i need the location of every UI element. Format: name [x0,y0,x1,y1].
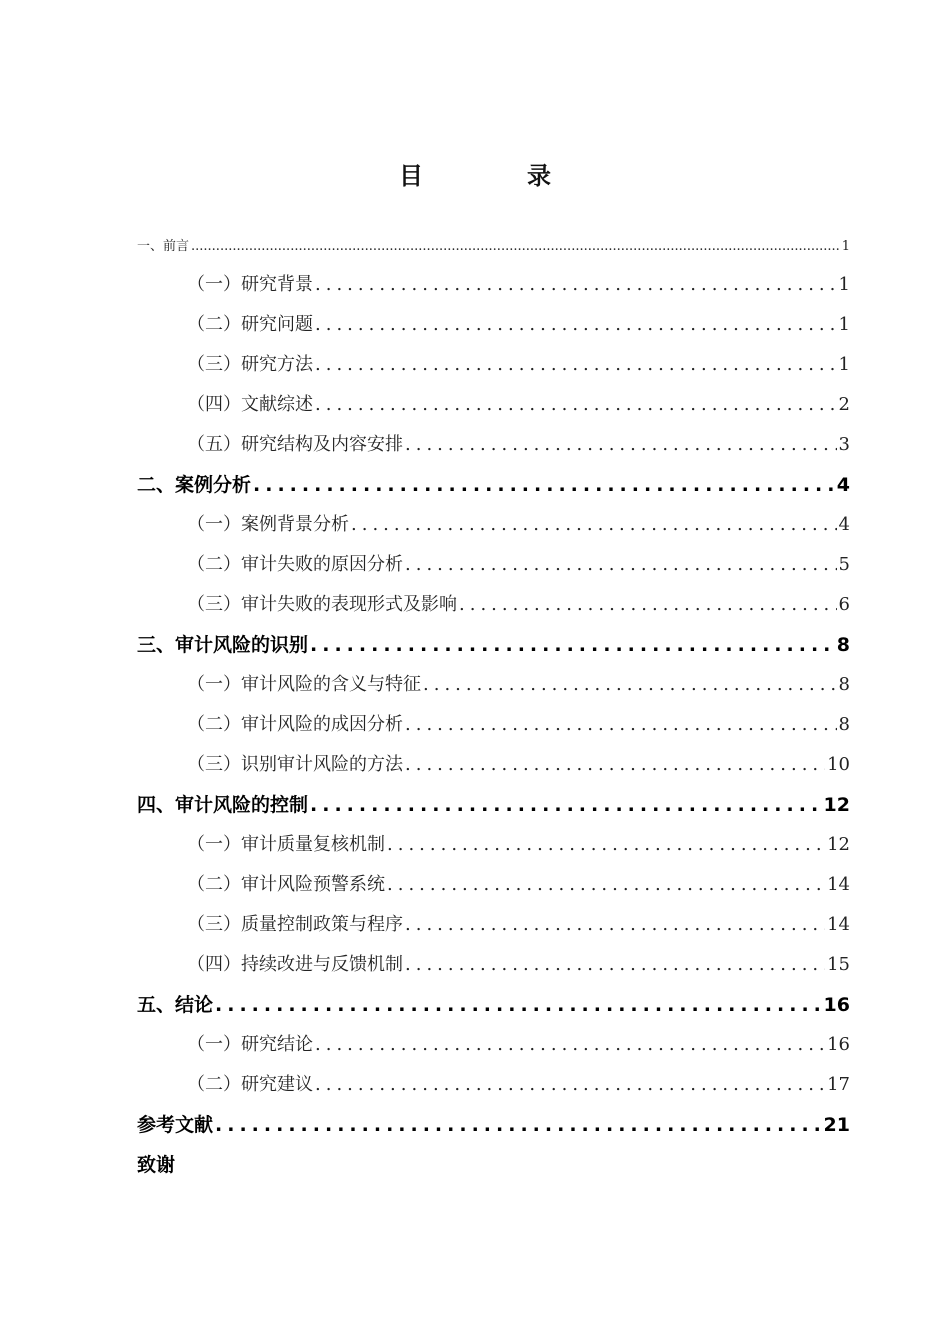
toc-dot-leader [423,665,837,705]
toc-entry-label: 五、结论 [137,994,214,1016]
toc-dot-leader [405,545,837,585]
toc-entry-label: 致谢 [137,1154,176,1176]
toc-dot-leader [405,705,837,745]
toc-page-number: 8 [836,634,850,656]
toc-page-number: 21 [823,1114,850,1136]
toc-dot-leader [405,905,825,945]
toc-entry-label: （一）研究结论 [187,1034,313,1055]
toc-dot-leader [253,465,835,505]
toc-title-char-1: 目 [399,162,423,190]
toc-entry[interactable] [137,705,850,745]
toc-entry[interactable] [137,265,850,305]
toc-page-number: 8 [838,674,850,695]
toc-page-number: 16 [823,994,850,1016]
toc-page-number: 10 [827,754,850,775]
toc-page-number: 4 [838,514,850,535]
toc-entry-label: 参考文献 [137,1114,214,1136]
toc-entry[interactable] [137,985,850,1025]
toc-entry-label: （二）审计风险的成因分析 [187,714,403,735]
toc-page-number: 12 [823,794,850,816]
toc-dot-leader [191,229,840,265]
toc-title-char-2: 录 [527,162,551,190]
toc-dot-leader [310,625,835,665]
toc-entry[interactable] [137,305,850,345]
toc-dot-leader [215,1105,822,1145]
toc-entry-label: 一、前言 [137,239,190,254]
toc-page-number: 15 [827,954,850,975]
toc-entry[interactable] [137,625,850,665]
toc-dot-leader [315,1025,825,1065]
toc-entry[interactable] [137,229,850,265]
toc-dot-leader [315,305,837,345]
toc-page-number: 8 [838,714,850,735]
toc-entry[interactable] [137,785,850,825]
toc-page-number: 5 [838,554,850,575]
toc-page-number: 3 [838,434,850,455]
toc-dot-leader [315,385,837,425]
toc-entry-label: （三）识别审计风险的方法 [187,754,403,775]
toc-entry[interactable] [137,1145,850,1185]
toc-page-number: 1 [838,274,850,295]
toc-entry-label: 四、审计风险的控制 [137,794,309,816]
toc-page-number: 4 [836,474,850,496]
toc-dot-leader [387,825,825,865]
toc-entry[interactable] [137,345,850,385]
toc-entry-label: （一）研究背景 [187,274,313,295]
toc-page-number: 1 [838,354,850,375]
toc-page-number: 17 [827,1074,850,1095]
toc-dot-leader [315,1065,825,1105]
toc-dot-leader [459,585,837,625]
toc-dot-leader [405,745,825,785]
toc-entry-label: （三）审计失败的表现形式及影响 [187,594,457,615]
toc-dot-leader [215,985,822,1025]
toc-dot-leader [405,425,837,465]
toc-page-number: 16 [827,1034,850,1055]
toc-entry[interactable] [137,745,850,785]
toc-entry-label: （四）持续改进与反馈机制 [187,954,403,975]
toc-entry-label: （二）审计风险预警系统 [187,874,385,895]
table-of-contents [137,229,850,1185]
toc-title [0,156,950,191]
toc-entry-label: （二）研究建议 [187,1074,313,1095]
toc-entry-label: （四）文献综述 [187,394,313,415]
toc-entry[interactable] [137,825,850,865]
toc-page-number: 14 [827,874,850,895]
toc-entry-label: （一）案例背景分析 [187,514,349,535]
toc-dot-leader [310,785,822,825]
toc-entry[interactable] [137,1105,850,1145]
toc-entry[interactable] [137,585,850,625]
toc-dot-leader [315,265,837,305]
toc-entry-label: （一）审计质量复核机制 [187,834,385,855]
toc-entry[interactable] [137,665,850,705]
toc-entry[interactable] [137,505,850,545]
toc-entry-label: 二、案例分析 [137,474,252,496]
toc-page-number: 12 [827,834,850,855]
toc-entry-label: （三）研究方法 [187,354,313,375]
toc-dot-leader [405,945,825,985]
toc-entry[interactable] [137,905,850,945]
toc-dot-leader [315,345,837,385]
toc-dot-leader [351,505,837,545]
toc-entry[interactable] [137,1025,850,1065]
toc-entry[interactable] [137,425,850,465]
toc-entry-label: （五）研究结构及内容安排 [187,434,403,455]
toc-entry[interactable] [137,865,850,905]
toc-entry[interactable] [137,465,850,505]
toc-entry[interactable] [137,945,850,985]
toc-page-number: 14 [827,914,850,935]
toc-entry-label: （一）审计风险的含义与特征 [187,674,421,695]
toc-dot-leader [387,865,825,905]
toc-page-number: 6 [838,594,850,615]
toc-entry[interactable] [137,385,850,425]
toc-page-number: 1 [838,314,850,335]
toc-entry[interactable] [137,545,850,585]
toc-entry-label: （二）研究问题 [187,314,313,335]
toc-page-number: 2 [838,394,850,415]
toc-entry-label: （三）质量控制政策与程序 [187,914,403,935]
toc-page-number: 1 [841,239,850,254]
toc-entry-label: （二）审计失败的原因分析 [187,554,403,575]
toc-entry-label: 三、审计风险的识别 [137,634,309,656]
toc-entry[interactable] [137,1065,850,1105]
